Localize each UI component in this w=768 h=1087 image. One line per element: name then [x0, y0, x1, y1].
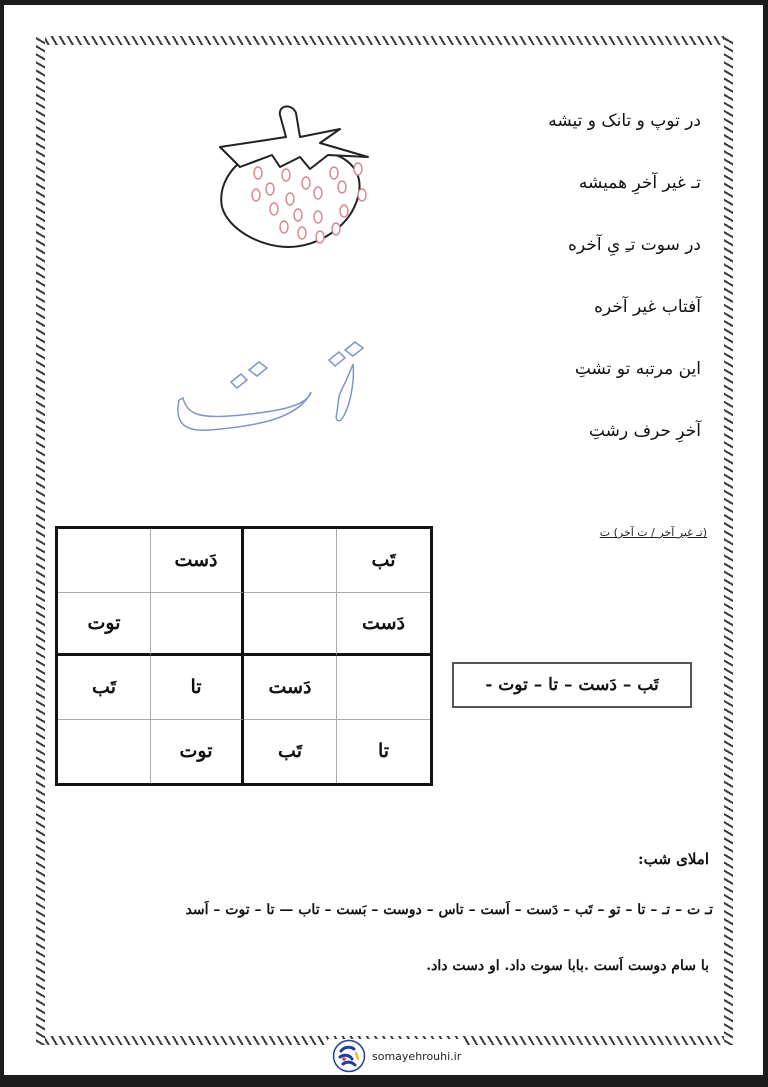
- poem-line: تـ غیر آخرِ همیشه: [578, 173, 701, 193]
- grid-cell[interactable]: توت: [58, 593, 151, 657]
- border-top: [36, 36, 733, 45]
- poem: [441, 103, 701, 475]
- border-right: [724, 36, 733, 1045]
- poem-line: در توپ و تانک و تیشه: [548, 111, 701, 131]
- rule-note: (تـ غیر آخر / ت آخر) ت: [599, 526, 707, 539]
- letter-te-outline-icon: [169, 340, 379, 440]
- grid-cell[interactable]: دَست: [151, 529, 244, 593]
- site-logo-icon: [332, 1039, 366, 1073]
- grid-cell[interactable]: [337, 656, 430, 720]
- dictation-sentence: با سام دوست اَست .بابا سوت داد. او دست داد.: [426, 958, 709, 974]
- grid-cell[interactable]: [151, 593, 244, 657]
- poem-line: آفتاب غیر آخره: [594, 297, 701, 317]
- grid-cell[interactable]: [58, 720, 151, 784]
- poem-line: در سوت تـِ یِ آخره: [568, 235, 701, 255]
- grid-cell[interactable]: تا: [151, 656, 244, 720]
- word-bank: تَب – دَست – تا – توت -: [452, 662, 692, 708]
- strawberry-icon: [200, 97, 372, 253]
- grid-cell[interactable]: تَب: [244, 720, 337, 784]
- poem-line: آخرِ حرف رشتِ: [588, 421, 701, 441]
- grid-cell[interactable]: تَب: [337, 529, 430, 593]
- grid-cell[interactable]: [244, 593, 337, 657]
- dictation-title: املای شب:: [638, 850, 709, 868]
- border-left: [36, 36, 45, 1045]
- grid-cell[interactable]: [244, 529, 337, 593]
- word-sudoku-grid: [55, 526, 433, 786]
- footer-branding: [328, 1039, 465, 1073]
- grid-cell[interactable]: توت: [151, 720, 244, 784]
- grid-cell[interactable]: دَست: [337, 593, 430, 657]
- grid-cell[interactable]: تَب: [58, 656, 151, 720]
- site-url[interactable]: somayehrouhi.ir: [372, 1049, 462, 1063]
- grid-cell[interactable]: دَست: [244, 656, 337, 720]
- grid-cell[interactable]: تا: [377, 740, 390, 763]
- poem-line: این مرتبه تو تشتِ: [574, 359, 701, 379]
- worksheet-page: [4, 5, 763, 1075]
- dictation-words: تـ ت – تـ – تا – تو – تَب – دَست – اَست – تاس – دوست – بَست – تاب — تا – توت – اَسد: [185, 902, 713, 918]
- grid-cell[interactable]: [58, 529, 151, 593]
